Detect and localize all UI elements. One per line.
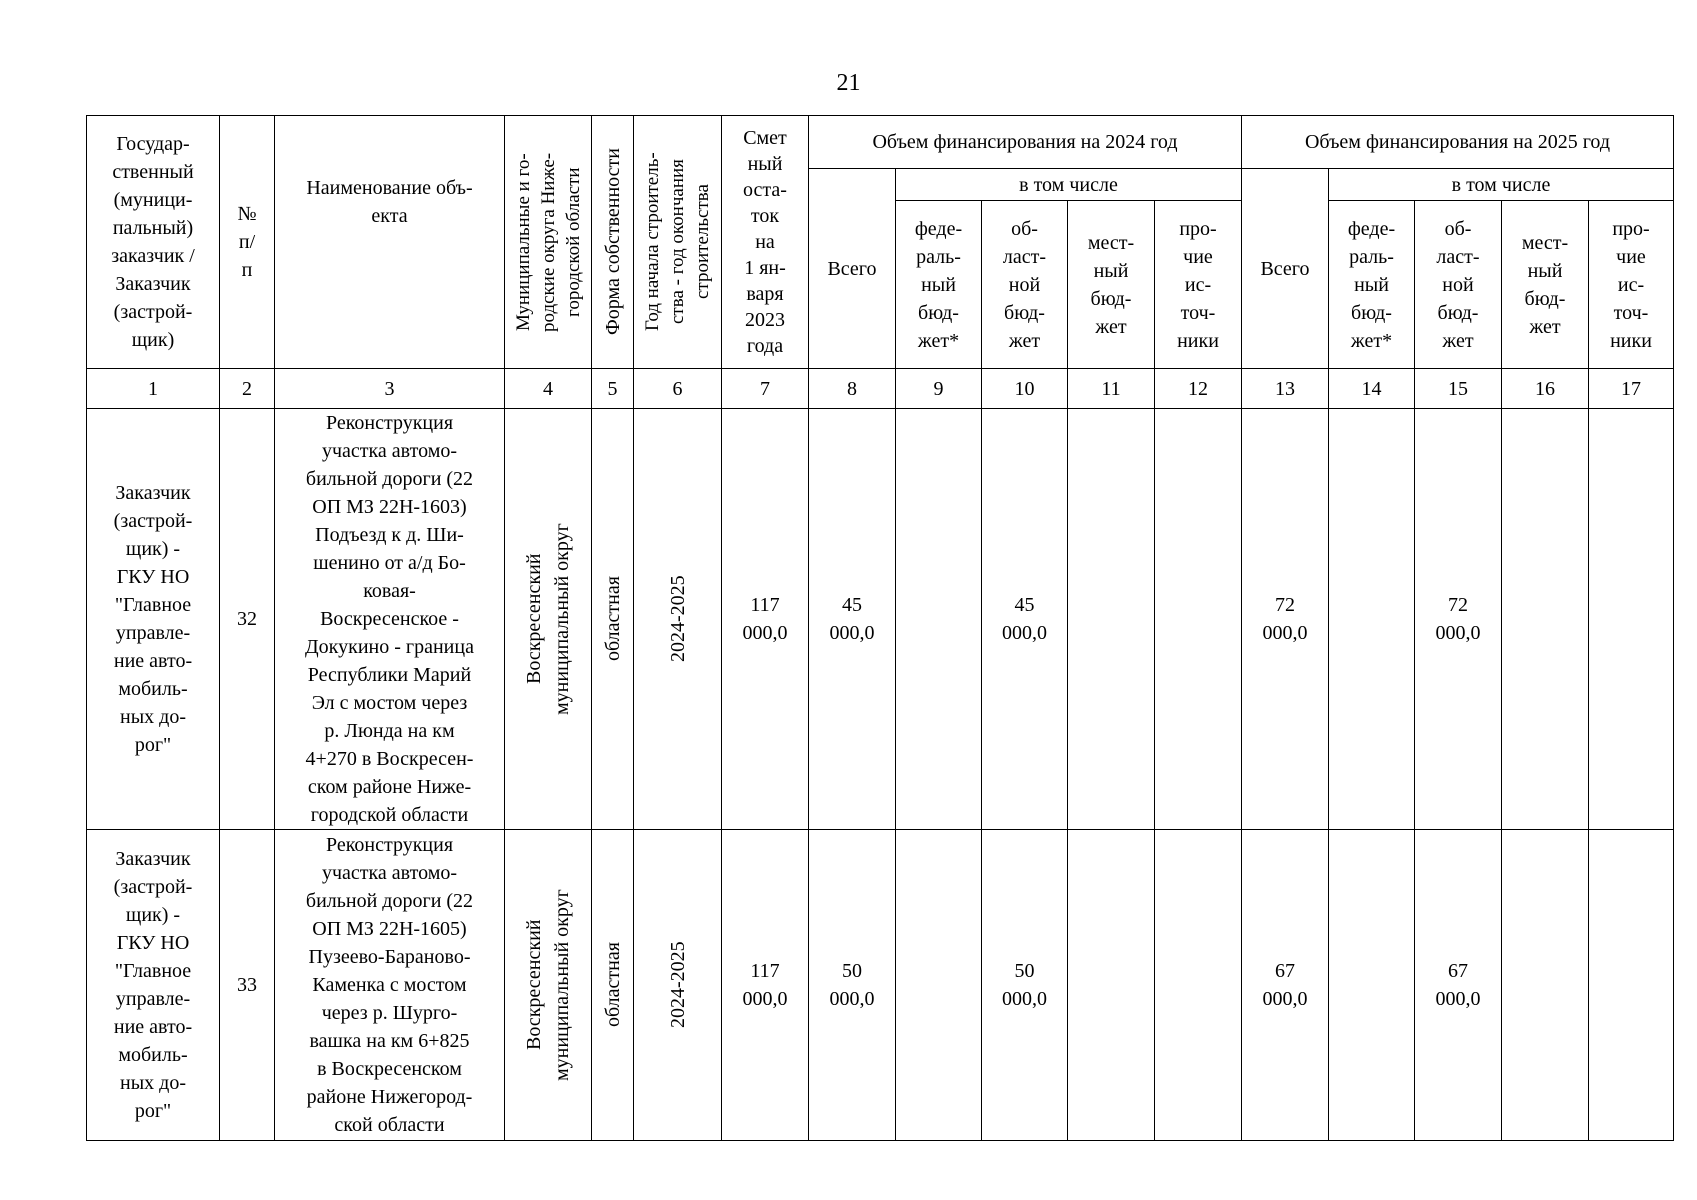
header-fin-2024: Объем финансирования на 2024 год: [809, 116, 1242, 169]
header-other-2025: про- чие ис- точ- ники: [1589, 201, 1674, 369]
row-customer: Заказчик (застрой- щик) - ГКУ НО "Главное управле- ние авто- мобиль- ных до- рог": [87, 409, 220, 830]
header-total-2025: Всего: [1242, 169, 1329, 369]
header-ownership: Форма собственности: [592, 116, 634, 369]
header-local-2025: мест- ный бюд- жет: [1502, 201, 1589, 369]
row-regional-2025: 72 000,0: [1415, 409, 1502, 830]
row-years: 2024-2025: [634, 409, 722, 830]
row-regional-2024: 45 000,0: [982, 409, 1068, 830]
header-customer: Государ- ственный (муници- пальный) заказчик / Заказчик (застрой- щик): [87, 116, 220, 369]
row-federal-2024: [896, 409, 982, 830]
row-federal-2025: [1329, 409, 1415, 830]
col-number: 3: [275, 369, 505, 409]
header-other-2024: про- чие ис- точ- ники: [1155, 201, 1242, 369]
col-number: 17: [1589, 369, 1674, 409]
row-total-2024: 50 000,0: [809, 830, 896, 1141]
header-num: № п/ п: [220, 116, 275, 369]
row-local-2024: [1068, 409, 1155, 830]
page-number: 21: [836, 70, 861, 96]
header-regional-2025: об- ласт- ной бюд- жет: [1415, 201, 1502, 369]
header-object-name: Наименование объ- екта: [275, 116, 505, 369]
column-number-row: [87, 369, 1674, 409]
row-other-2025: [1589, 409, 1674, 830]
col-number: 4: [505, 369, 592, 409]
col-number: 15: [1415, 369, 1502, 409]
header-local-2024: мест- ный бюд- жет: [1068, 201, 1155, 369]
row-regional-2025: 67 000,0: [1415, 830, 1502, 1141]
col-number: 12: [1155, 369, 1242, 409]
col-number: 5: [592, 369, 634, 409]
col-number: 16: [1502, 369, 1589, 409]
row-total-2024: 45 000,0: [809, 409, 896, 830]
header-including-2025: в том числе: [1329, 169, 1674, 201]
row-remainder: 117 000,0: [722, 830, 809, 1141]
header-regional-2024: об- ласт- ной бюд- жет: [982, 201, 1068, 369]
header-years: Год начала строитель- ства - год окончания строительства: [634, 116, 722, 369]
row-remainder: 117 000,0: [722, 409, 809, 830]
table-row: [87, 830, 1674, 1141]
row-regional-2024: 50 000,0: [982, 830, 1068, 1141]
row-municipality: Воскресенский муниципальный округ: [505, 409, 592, 830]
row-other-2025: [1589, 830, 1674, 1141]
row-other-2024: [1155, 409, 1242, 830]
row-total-2025: 67 000,0: [1242, 830, 1329, 1141]
row-municipality: Воскресенский муниципальный округ: [505, 830, 592, 1141]
row-ownership: областная: [592, 409, 634, 830]
header-total-2024: Всего: [809, 169, 896, 369]
row-federal-2025: [1329, 830, 1415, 1141]
header-remainder: Смет ный оста- ток на 1 ян- варя 2023 года: [722, 116, 809, 369]
col-number: 14: [1329, 369, 1415, 409]
header-municipality: Муниципальные и го- родские округа Ниже- городской области: [505, 116, 592, 369]
col-number: 11: [1068, 369, 1155, 409]
row-other-2024: [1155, 830, 1242, 1141]
row-local-2024: [1068, 830, 1155, 1141]
row-object-name: Реконструкция участка автомо- бильной дороги (22 ОП МЗ 22Н-1605) Пузеево-Бараново- Каменка с мостом через р. Шурго- вашка на км 6+825 в Воскресенском районе Нижегород- ской области: [275, 830, 505, 1141]
row-local-2025: [1502, 409, 1589, 830]
row-total-2025: 72 000,0: [1242, 409, 1329, 830]
col-number: 8: [809, 369, 896, 409]
financing-table: [86, 115, 1674, 1141]
header-federal-2025: феде- раль- ный бюд- жет*: [1329, 201, 1415, 369]
table-row: [87, 409, 1674, 830]
row-ownership: областная: [592, 830, 634, 1141]
col-number: 13: [1242, 369, 1329, 409]
row-federal-2024: [896, 830, 982, 1141]
header-federal-2024: феде- раль- ный бюд- жет*: [896, 201, 982, 369]
col-number: 2: [220, 369, 275, 409]
header-including-2024: в том числе: [896, 169, 1242, 201]
row-object-name: Реконструкция участка автомо- бильной дороги (22 ОП МЗ 22Н-1603) Подъезд к д. Ши- шенино от а/д Бо- ковая- Воскресенское - Докукино - граница Республики Марий Эл с мостом через р. Люнда на км 4+270 в Воскресен- ском районе Ниже- городской области: [275, 409, 505, 830]
col-number: 10: [982, 369, 1068, 409]
header-fin-2025: Объем финансирования на 2025 год: [1242, 116, 1674, 169]
row-years: 2024-2025: [634, 830, 722, 1141]
col-number: 9: [896, 369, 982, 409]
row-num: 33: [220, 830, 275, 1141]
col-number: 6: [634, 369, 722, 409]
row-local-2025: [1502, 830, 1589, 1141]
col-number: 7: [722, 369, 809, 409]
row-customer: Заказчик (застрой- щик) - ГКУ НО "Главное управле- ние авто- мобиль- ных до- рог": [87, 830, 220, 1141]
col-number: 1: [87, 369, 220, 409]
row-num: 32: [220, 409, 275, 830]
